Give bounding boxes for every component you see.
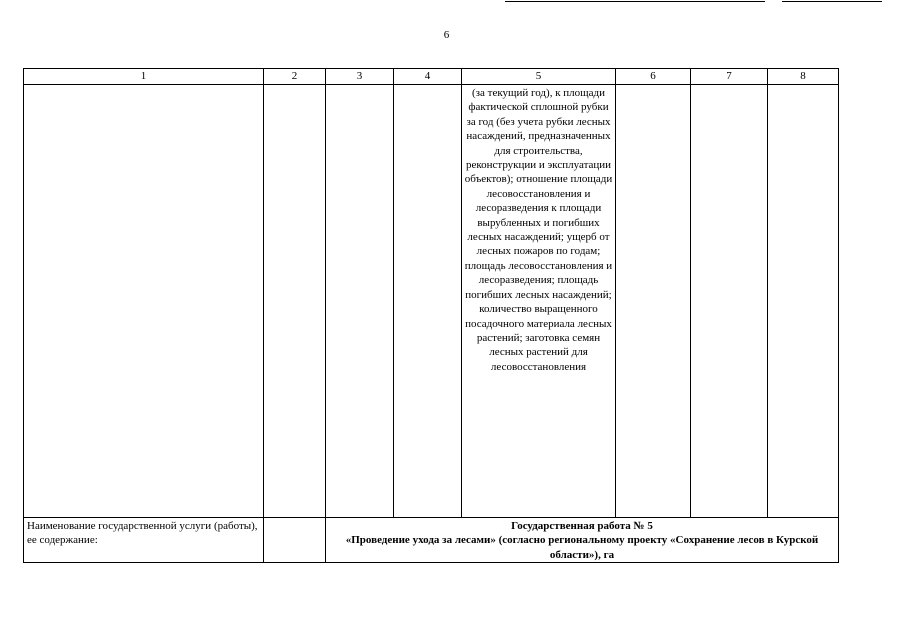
table-header-row — [24, 69, 839, 85]
service-empty-cell — [264, 518, 326, 563]
service-row — [24, 518, 839, 563]
indicator-description: (за текущий год), к площади фактической сплошной рубки за год (без учета рубки лесных насаждений, предназначенных для строительства, реконструкции и эксплуатации объектов); отношение площади лесовосстановления и лесоразведения к площади вырубленных и погибших лесных насаждений; ущерб от лесных пожаров по годам; площадь лесовосстановления и лесоразведения; площадь погибших лесных насаждений; количество выращенного посадочного материала лесных растений; заготовка семян лесных растений для лесовосстановления — [464, 87, 613, 373]
service-label: Наименование государственной услуги (работы), ее содержание: — [27, 520, 258, 547]
header-cell-6: 6 — [616, 69, 691, 85]
header-cell-2: 2 — [264, 69, 326, 85]
service-title-line2: «Проведение ухода за лесами» (согласно региональному проекту «Сохранение лесов в Курской области»), га — [345, 534, 819, 561]
header-cell-8: 8 — [768, 69, 839, 85]
content-cell-3 — [326, 85, 394, 518]
content-cell-5 — [462, 85, 616, 518]
top-rule-right — [782, 1, 882, 2]
content-cell-2 — [264, 85, 326, 518]
service-label-cell — [24, 518, 264, 563]
header-cell-7: 7 — [691, 69, 768, 85]
service-title-cell — [326, 518, 839, 563]
page-number: 6 — [443, 29, 450, 41]
content-cell-4 — [394, 85, 462, 518]
header-cell-5: 5 — [462, 69, 616, 85]
document-table — [23, 68, 839, 563]
header-cell-4: 4 — [394, 69, 462, 85]
top-rule-left — [505, 1, 765, 2]
service-title-line1: Государственная работа № 5 — [511, 520, 653, 532]
content-cell-1 — [24, 85, 264, 518]
header-cell-1: 1 — [24, 69, 264, 85]
table-content-row — [24, 85, 839, 518]
content-cell-6 — [616, 85, 691, 518]
header-cell-3: 3 — [326, 69, 394, 85]
service-title — [326, 518, 838, 562]
content-cell-8 — [768, 85, 839, 518]
content-cell-7 — [691, 85, 768, 518]
